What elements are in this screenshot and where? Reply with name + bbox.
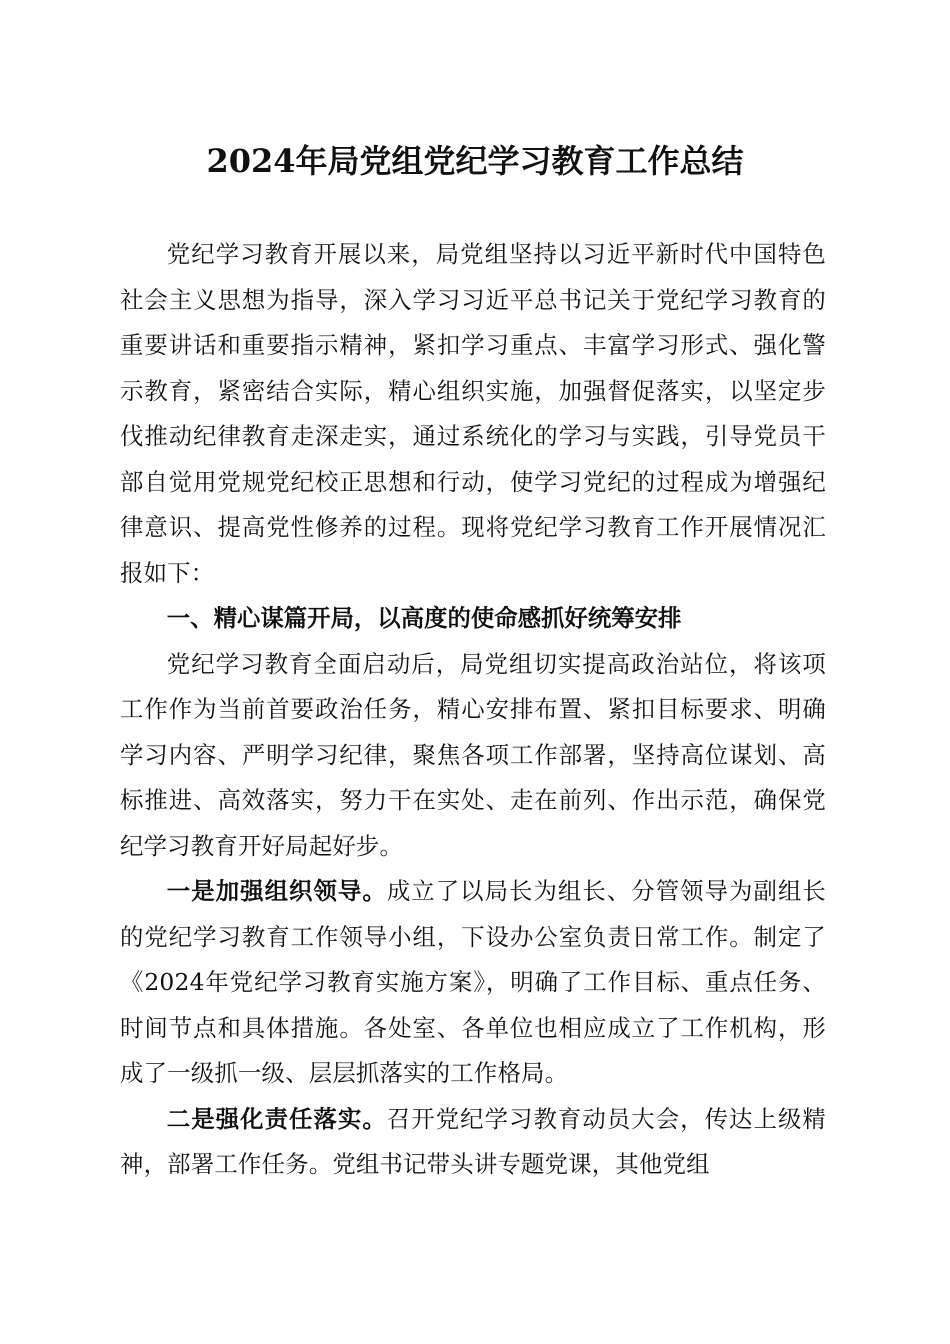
item-1-text: 成立了以局长为组长、分管领导为副组长的党纪学习教育工作领导小组，下设办公室负责日常工作。制定了《2024年党纪学习教育实施方案》，明确了工作目标、重点任务、时间节点和具体措施。各处室、各单位也相应成立了工作机构，形成了一级抓一级、层层抓落实的工作格局。 <box>120 877 826 1087</box>
document-title: 2024年局党组党纪学习教育工作总结 <box>206 142 744 180</box>
document-body <box>120 232 826 1188</box>
item-2-paragraph <box>120 1097 826 1188</box>
item-2-text: 召开党纪学习教育动员大会，传达上级精神，部署工作任务。党组书记带头讲专题党课，其他党组 <box>120 1104 826 1178</box>
item-1-paragraph <box>120 869 826 1097</box>
item-2-lead: 二是强化责任落实。 <box>166 1104 387 1133</box>
item-1-lead: 一是加强组织领导。 <box>166 877 387 905</box>
section-1-paragraph: 党纪学习教育全面启动后，局党组切实提高政治站位，将该项工作作为当前首要政治任务，精心安排布置、紧扣目标要求、明确学习内容、严明学习纪律，聚焦各项工作部署，坚持高位谋划、高标推进、高效落实，努力干在实处、走在前列、作出示范，确保党纪学习教育开好局起好步。 <box>120 649 826 860</box>
intro-paragraph: 党纪学习教育开展以来，局党组坚持以习近平新时代中国特色社会主义思想为指导，深入学习习近平总书记关于党纪学习教育的重要讲话和重要指示精神，紧扣学习重点、丰富学习形式、强化警示教育，紧密结合实际，精心组织实施，加强督促落实，以坚定步伐推动纪律教育走深走实，通过系统化的学习与实践，引导党员干部自觉用党规党纪校正思想和行动，使学习党纪的过程成为增强纪律意识、提高党性修养的过程。现将党纪学习教育工作开展情况汇报如下： <box>120 240 826 587</box>
section-heading-1: 一、精心谋篇开局，以高度的使命感抓好统筹安排 <box>166 604 682 632</box>
